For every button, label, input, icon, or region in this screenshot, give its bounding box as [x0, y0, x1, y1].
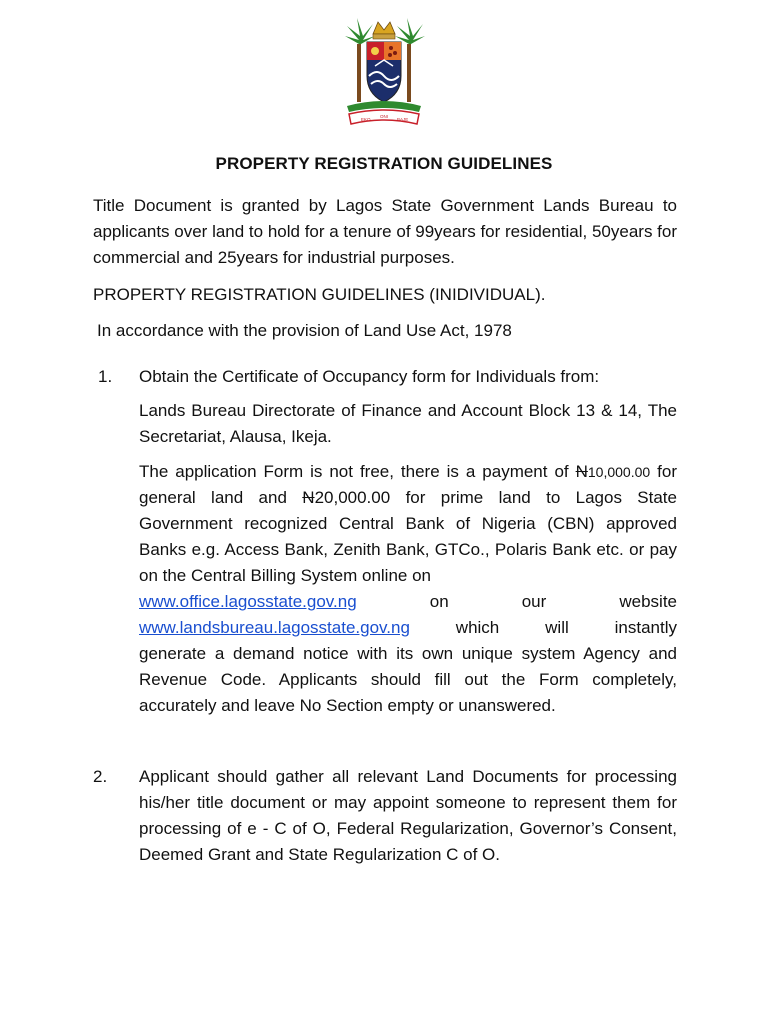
office-website-link[interactable]: www.office.lagosstate.gov.ng [139, 592, 357, 611]
payment-text-3: for prime land to Lagos State Government recognized Central Bank of Nigeria (CBN) approved Banks e.g. Access Bank, Zenith Bank, GTCo., Polaris Bank etc. or pay on the Central Billing System online on [139, 488, 677, 585]
word-instantly: instantly [614, 618, 677, 637]
word-will: will [545, 618, 569, 637]
motto-word-3: BAJE [397, 117, 409, 122]
step-2-number: 2. [93, 767, 108, 786]
lagos-coat-of-arms-logo [343, 14, 425, 132]
amount-prime-land: 20,000.00 [314, 488, 391, 507]
amount-general-land: 10,000.00 [587, 464, 651, 480]
payment-text-1: The application Form is not free, there is a payment of [139, 462, 569, 481]
landsbureau-website-link[interactable]: www.landsbureau.lagosstate.gov.ng [139, 618, 410, 637]
naira-symbol-2: N [302, 488, 315, 507]
step-1-address: Lands Bureau Directorate of Finance and Account Block 13 & 14, The Secretariat, Alausa, Ikeja. [139, 401, 677, 446]
word-on: on [429, 592, 449, 611]
crest-crown-icon [373, 22, 395, 39]
crest-motto-ribbon [349, 110, 419, 124]
payment-text-2: for general land and [139, 462, 677, 507]
word-website: website [619, 592, 677, 611]
intro-paragraph: Title Document is granted by Lagos State Government Lands Bureau to applicants over land to hold for a tenure of 99years for residential, 50years for commercial and 25years for industrial purposes. [93, 196, 678, 267]
website-row-1 [139, 589, 677, 615]
word-our: our [521, 592, 547, 611]
step-2-text: Applicant should gather all relevant Land Documents for processing his/her title document or may appoint someone to represent them for processing of e - C of O, Federal Regularization, Governor’s Consent, Deemed Grant and State Regularization C of O. [139, 767, 677, 864]
step-1-text: Obtain the Certificate of Occupancy form for Individuals from: [139, 367, 600, 386]
naira-symbol-1: N [575, 462, 588, 481]
crest-shield-icon [367, 42, 401, 102]
document-title: PROPERTY REGISTRATION GUIDELINES [215, 154, 553, 173]
motto-word-1: EKO [361, 117, 371, 122]
payment-text-4: generate a demand notice with its own unique system Agency and Revenue Code. Applicants should fill out the Form completely, accurately and leave No Section empty or unanswered. [139, 644, 677, 715]
step-1-number: 1. [98, 367, 113, 386]
land-use-act-line: In accordance with the provision of Land Use Act, 1978 [97, 321, 512, 340]
step-1-application-paragraph [139, 459, 677, 719]
word-which: which [455, 618, 500, 637]
website-row-2 [139, 615, 677, 641]
subtitle: PROPERTY REGISTRATION GUIDELINES (INIDIVIDUAL). [93, 285, 546, 304]
motto-word-2: ONI [380, 114, 389, 119]
